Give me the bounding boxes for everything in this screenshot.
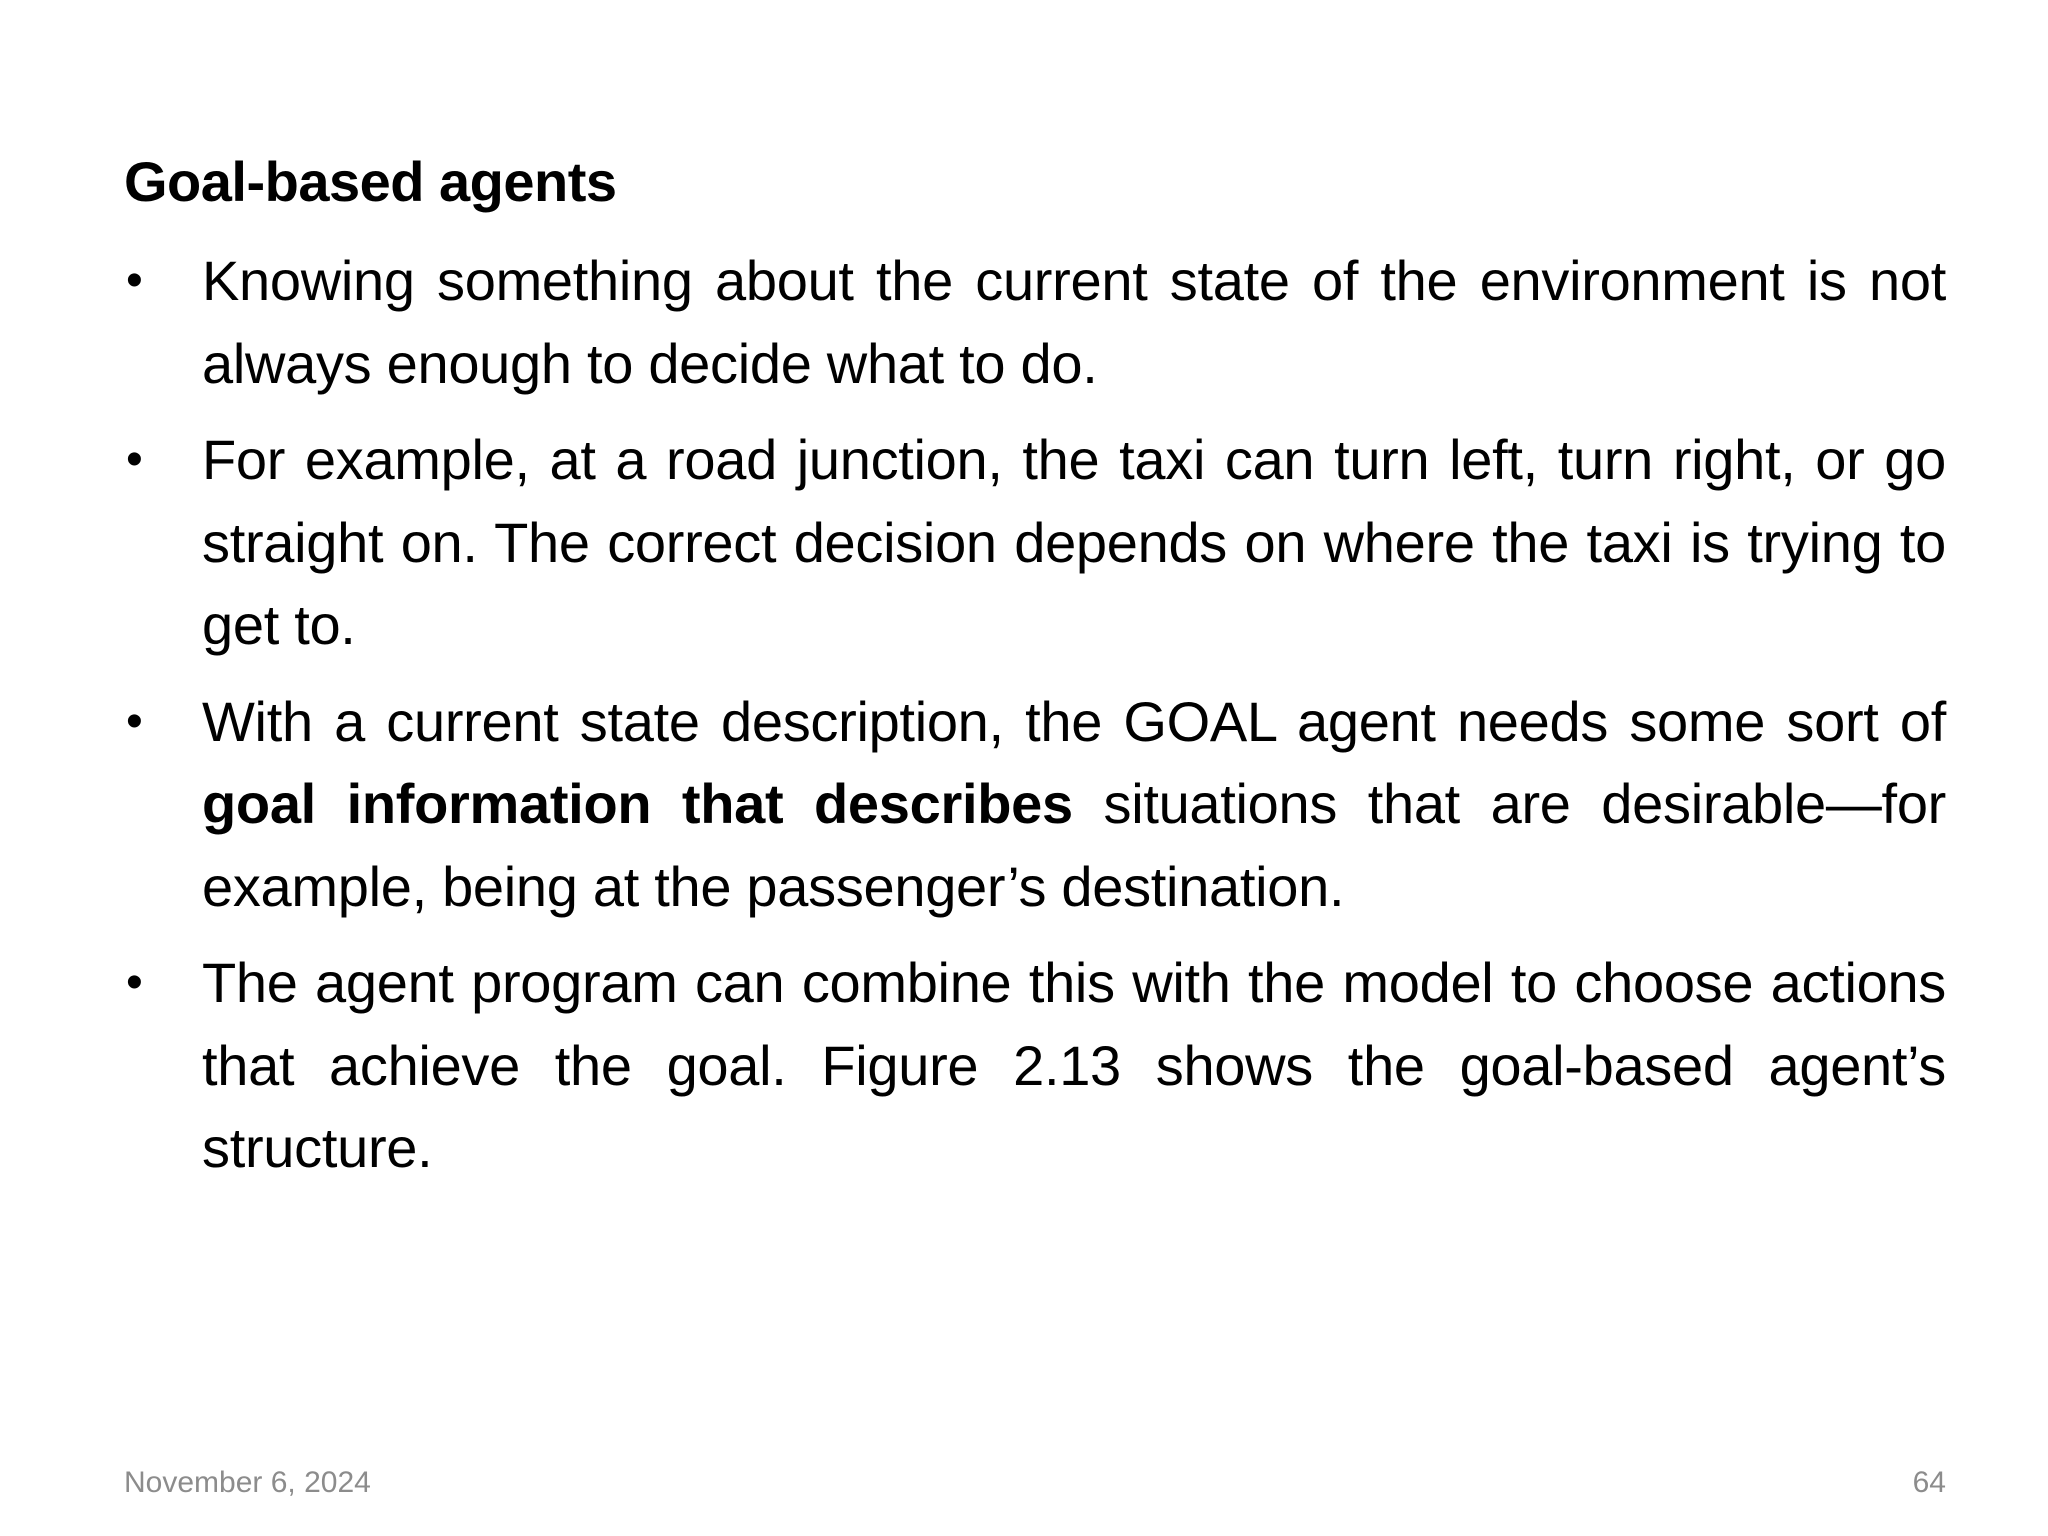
bullet-item (124, 681, 1946, 929)
bullet-icon: • (126, 694, 143, 748)
bullet-text-bold: goal information that describes (202, 772, 1073, 835)
footer-date: November 6, 2024 (124, 1466, 371, 1499)
bullet-text: The agent program can combine this with the model to choose actions that achieve the goal. Figure 2.13 shows the goal-based agent’s structure. (202, 951, 1946, 1179)
bullet-text-after: situations that are desirable—for example, being at the passenger’s destination. (202, 772, 1947, 918)
slide-title: Goal-based agents (124, 150, 617, 213)
bullet-icon: • (126, 254, 143, 307)
bullet-item (124, 419, 1946, 667)
bullet-icon: • (126, 433, 143, 486)
bullet-item (124, 942, 1946, 1190)
page-number: 64 (1912, 1466, 1946, 1499)
bullet-item (124, 240, 1946, 405)
bullet-text: For example, at a road junction, the taxi can turn left, turn right, or go straight on. The correct decision depends on where the taxi is trying to get to. (202, 428, 1946, 656)
bullet-text: Knowing something about the current state of the environment is not always enough to decide what to do. (202, 249, 1946, 395)
bullet-icon: • (126, 956, 143, 1009)
bullet-text-before: With a current state description, the GOAL agent needs some sort of (202, 689, 1946, 753)
bullet-list (124, 240, 1946, 1204)
